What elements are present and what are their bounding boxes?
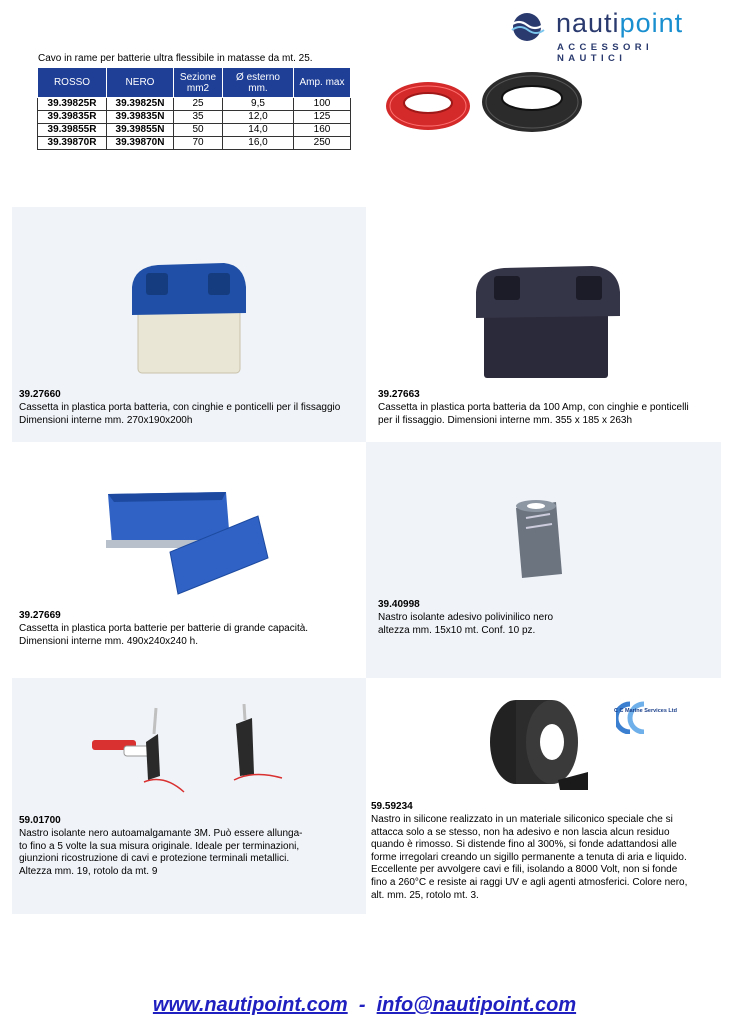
product-description [19,828,323,878]
description-line: giunzioni ricostruzione di cavi e protezione terminali metallici. [19,853,290,865]
description-line: Cassetta in plastica porta batterie per batterie di grande capacità. [19,623,309,634]
product-description [378,402,721,427]
table-header-diameter: Ø esterno mm. [223,68,294,98]
cell-code-red: 39.39825R [38,98,107,111]
cell-diameter: 12,0 [223,111,294,124]
product-code: 39.27660 [19,389,61,400]
description-line: per il fissaggio. Dimensioni interne mm. 355 x 185 x 263h [378,414,633,426]
cc-marine-logo-text: C C Marine Services Ltd [614,708,677,714]
description-line: Cassetta in plastica porta batteria, con cinghie e ponticelli per il fissaggio [19,402,341,413]
table-header-section: Sezione mm2 [174,68,223,98]
description-line: altezza mm. 15x10 mt. Conf. 10 pz. [378,624,536,636]
battery-box-black-image [472,262,624,380]
cell-code-red: 39.39870R [38,137,107,150]
silicone-tape-roll-image [488,694,590,790]
table-row [38,111,351,124]
description-line: fino a 260°C e resiste ai raggi UV e agli agenti atmosferici. Colore nero, [371,876,688,888]
cell-diameter: 16,0 [223,137,294,150]
battery-tray-blue-image [102,486,274,604]
cell-amp: 125 [294,111,351,124]
description-line: Altezza mm. 19, rotolo da mt. 9 [19,865,158,877]
description-line: quando è rimosso. Si distende fino al 300%, si fonde adattandosi alle [371,839,677,851]
nautipoint-logo-icon [509,12,545,42]
battery-box-beige-image [128,257,248,375]
description-line: Nastro isolante adesivo polivinilico nero [378,612,554,623]
product-code: 39.27663 [378,389,420,400]
footer-contacts [0,994,729,1017]
description-line: Dimensioni interne mm. 270x190x200h [19,414,193,426]
description-line: Nastro isolante nero autoamalgamante 3M. Può essere allunga- [19,828,303,839]
cc-marine-logo [616,700,688,734]
description-line: Dimensioni interne mm. 490x240x240 h. [19,635,198,647]
footer-separator: - [358,994,366,1016]
self-amalgamating-tape-image [84,704,284,794]
cell-code-black: 39.39825N [107,98,174,111]
description-line: alt. mm. 25, rotolo mt. 3. [371,889,479,901]
product-description [371,814,708,902]
table-row [38,98,351,111]
description-line: Nastro in silicone realizzato in un materiale siliconico speciale che si [371,814,673,825]
product-description [19,623,365,648]
cable-caption: Cavo in rame per batterie ultra flessibile in matasse da mt. 25. [38,53,313,64]
table-row [38,124,351,137]
cable-spec-table [37,67,351,150]
description-line: Eccellente per avvolgere cavi e fili, isolando a 8000 Volt, non si fonde [371,864,678,876]
description-line: forme irregolari creando un sigillo permanente a tenuta di aria e liquido. [371,851,687,863]
description-line: to fino a 5 volte la sua misura originale. Ideale per terminazioni, [19,840,300,852]
product-description [378,612,721,637]
table-row [38,137,351,150]
cell-section: 70 [174,137,223,150]
product-panel-59-01700 [12,678,366,914]
cell-code-black: 39.39870N [107,137,174,150]
product-code: 59.01700 [19,815,61,826]
cell-code-black: 39.39835N [107,111,174,124]
cell-diameter: 9,5 [223,98,294,111]
product-code: 39.27669 [19,610,61,621]
email-link[interactable]: info@nautipoint.com [376,994,577,1016]
brand-name: nautipoint [556,8,684,38]
cell-amp: 250 [294,137,351,150]
cell-amp: 100 [294,98,351,111]
cell-section: 35 [174,111,223,124]
table-header-amp: Amp. max [294,68,351,98]
product-code: 39.40998 [378,599,420,610]
table-header-red: ROSSO [38,68,107,98]
cell-amp: 160 [294,124,351,137]
brand-tagline: ACCESSORI NAUTICI [557,42,654,64]
description-line: attacca solo a se stesso, non ha adesivo e non lascia alcun residuo [371,826,670,838]
table-header-black: NERO [107,68,174,98]
cell-section: 25 [174,98,223,111]
cell-diameter: 14,0 [223,124,294,137]
pvc-tape-roll-image [510,498,566,582]
description-line: Cassetta in plastica porta batteria da 100 Amp, con cinghie e ponticelli [378,402,689,413]
website-link[interactable]: www.nautipoint.com [152,994,348,1016]
cell-section: 50 [174,124,223,137]
cell-code-black: 39.39855N [107,124,174,137]
cell-code-red: 39.39855R [38,124,107,137]
product-code: 59.59234 [371,801,413,812]
product-description [19,402,365,427]
product-panel-39-40998 [366,442,721,678]
cable-coils-image [384,70,588,136]
cell-code-red: 39.39835R [38,111,107,124]
